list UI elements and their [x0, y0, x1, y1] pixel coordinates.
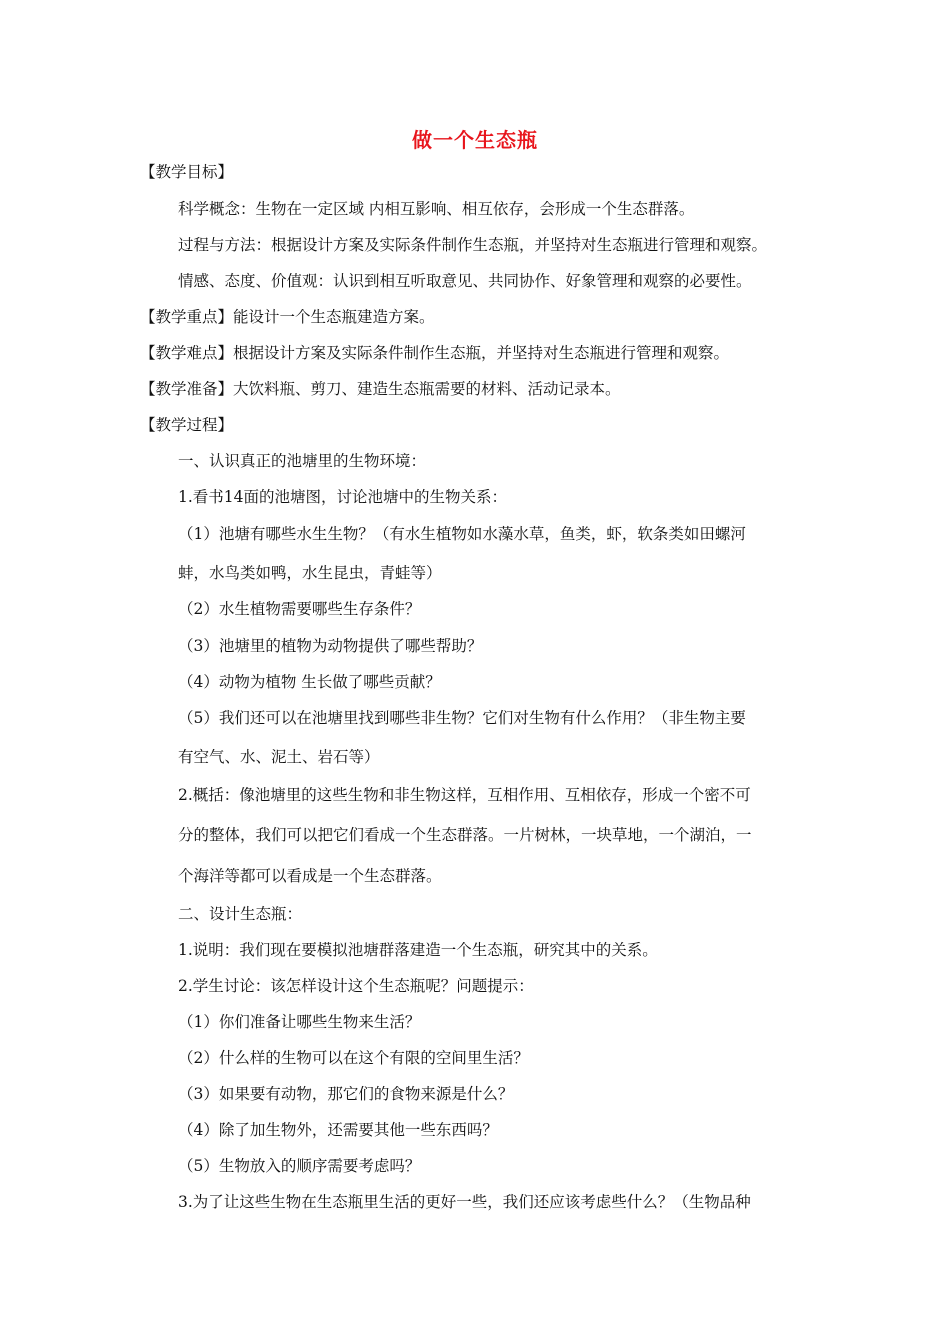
paragraph-line: 3.为了让这些生物在生态瓶里生活的更好一些，我们还应该考虑些什么？（生物品种 — [178, 1193, 751, 1211]
section-heading-difficulties: 【教学难点】根据设计方案及实际条件制作生态瓶，并坚持对生态瓶进行管理和观察。 — [140, 344, 730, 362]
paragraph-line: （3）如果要有动物，那它们的食物来源是什么？ — [178, 1085, 514, 1103]
document-title: 做一个生态瓶 — [412, 128, 538, 152]
paragraph-line: （5）我们还可以在池塘里找到哪些非生物？它们对生物有什么作用？（非生物主要 — [178, 709, 746, 727]
paragraph-line: （5）生物放入的顺序需要考虑吗？ — [178, 1157, 421, 1175]
paragraph-line: 有空气、水、泥土、岩石等） — [178, 748, 380, 766]
paragraph-line: （2）什么样的生物可以在这个有限的空间里生活？ — [178, 1049, 529, 1067]
subsection-heading: 一、认识真正的池塘里的生物环境： — [178, 452, 427, 470]
paragraph-line: 2.学生讨论：该怎样设计这个生态瓶呢？问题提示： — [178, 977, 534, 995]
paragraph-line: 分的整体，我们可以把它们看成一个生态群落。一片树林，一块草地，一个湖泊，一 — [178, 826, 752, 844]
paragraph-line: 1.看书14面的池塘图，讨论池塘中的生物关系： — [178, 488, 508, 506]
paragraph-line: 科学概念：生物在一定区域 内相互影响、相互依存，会形成一个生态群落。 — [178, 200, 695, 218]
section-heading-preparation: 【教学准备】大饮料瓶、剪刀、建造生态瓶需要的材料、活动记录本。 — [140, 380, 621, 398]
paragraph-line: 过程与方法：根据设计方案及实际条件制作生态瓶，并坚持对生态瓶进行管理和观察。 — [178, 236, 768, 254]
subsection-heading: 二、设计生态瓶： — [178, 905, 303, 923]
paragraph-line: 个海洋等都可以看成是一个生态群落。 — [178, 867, 442, 885]
paragraph-line: （1）池塘有哪些水生生物？（有水生植物如水藻水草，鱼类，虾，软条类如田螺河 — [178, 525, 746, 543]
paragraph-line: （3）池塘里的植物为动物提供了哪些帮助？ — [178, 637, 483, 655]
paragraph-line: （1）你们准备让哪些生物来生活？ — [178, 1013, 421, 1031]
paragraph-line: （2）水生植物需要哪些生存条件？ — [178, 600, 421, 618]
paragraph-line: （4）动物为植物 生长做了哪些贡献？ — [178, 673, 441, 691]
section-heading-objectives: 【教学目标】 — [140, 163, 234, 181]
paragraph-line: 情感、态度、价值观：认识到相互听取意见、共同协作、好象管理和观察的必要性。 — [178, 272, 752, 290]
paragraph-line: 1.说明：我们现在要模拟池塘群落建造一个生态瓶，研究其中的关系。 — [178, 941, 658, 959]
paragraph-line: （4）除了加生物外，还需要其他一些东西吗？ — [178, 1121, 498, 1139]
section-heading-key-points: 【教学重点】能设计一个生态瓶建造方案。 — [140, 308, 435, 326]
section-heading-process: 【教学过程】 — [140, 416, 234, 434]
paragraph-line: 蚌，水鸟类如鸭，水生昆虫，青蛙等） — [178, 564, 442, 582]
paragraph-line: 2.概括：像池塘里的这些生物和非生物这样，互相作用、互相依存，形成一个密不可 — [178, 786, 751, 804]
